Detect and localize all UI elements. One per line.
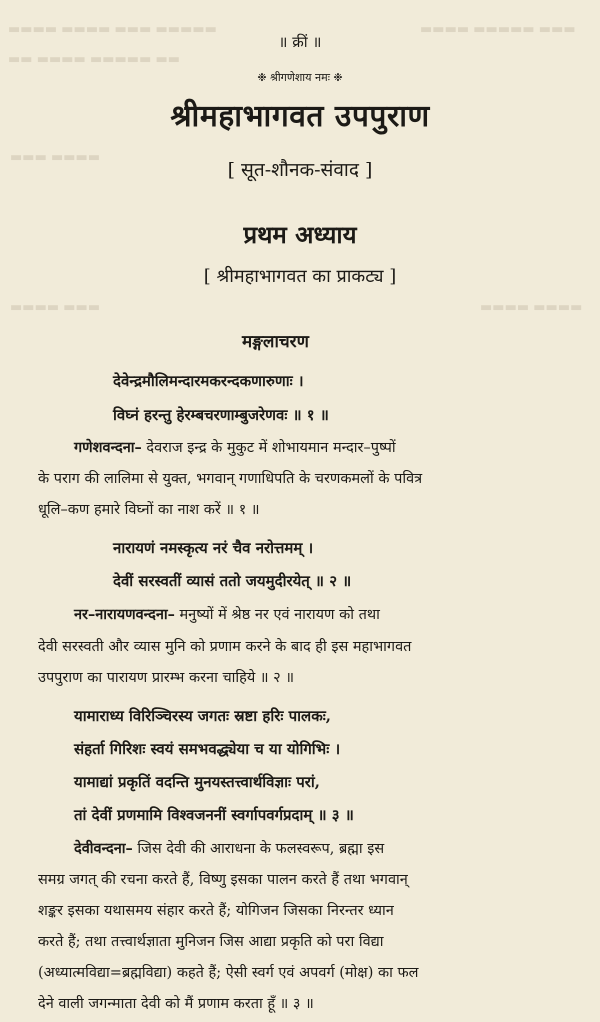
chapter-title: प्रथम अध्याय (243, 220, 357, 249)
commentary-text: जिस देवी की आराधना के फलस्वरूप, ब्रह्मा इस (132, 841, 385, 857)
commentary-label: नर–नारायणवन्दना– (74, 606, 175, 623)
verse-line: विघ्नं हरन्तु हेरम्बचरणाम्बुजरेणवः ॥ १ ॥ (113, 406, 329, 424)
commentary-text: देवराज इन्द्र के मुकुट में शोभायमान मन्दार–पुष्पों (141, 440, 396, 456)
commentary-line: समग्र जगत् की रचना करते हैं, विष्णु इसका पालन करते हैं तथा भगवान् (38, 872, 408, 888)
verse-line: संहर्ता गिरिशः स्वयं समभवद्ध्येया च या योगिभिः । (74, 740, 341, 758)
page-title: श्रीमहाभागवत उपपुराण (170, 99, 430, 134)
bleed-through-texture: ▬▬▬▬ ▬▬▬▬ ▬▬▬ ▬▬▬▬▬ (8, 22, 217, 37)
commentary-label: देवीवन्दना– (74, 840, 133, 857)
bleed-through-texture: ▬▬▬▬ ▬▬▬▬ (480, 300, 583, 315)
verse-line: यामाद्यां प्रकृतिं वदन्ति मुनयस्तत्त्वार्थविज्ञाः परां, (74, 773, 321, 791)
commentary-label: गणेशवन्दना– (74, 439, 142, 456)
section-heading: मङ्गलाचरण (242, 332, 309, 352)
commentary-text: मनुष्यों में श्रेष्ठ नर एवं नारायण को तथा (174, 607, 380, 623)
commentary-line: करते हैं; तथा तत्त्वार्थज्ञाता मुनिजन जिस आद्या प्रकृति को परा विद्या (38, 934, 384, 950)
commentary-line: धूलि–कण हमारे विघ्नों का नाश करें ॥ १ ॥ (38, 502, 260, 518)
commentary-line: देवी सरस्वती और व्यास मुनि को प्रणाम करने के बाद ही इस महाभागवत (38, 639, 412, 655)
commentary-line: देने वाली जगन्माता देवी को मैं प्रणाम करता हूँ ॥ ३ ॥ (38, 996, 314, 1012)
commentary-line (74, 437, 396, 457)
commentary-line (74, 838, 384, 858)
verse-line: देवीं सरस्वतीं व्यासं ततो जयमुदीरयेत् ॥ २ ॥ (113, 572, 352, 590)
bleed-through-texture: ▬▬▬▬ ▬▬▬▬▬ ▬▬▬ (420, 22, 576, 37)
commentary-line: उपपुराण का पारायण प्रारम्भ करना चाहिये ॥ २ ॥ (38, 670, 295, 686)
commentary-line: (अध्यात्मविद्या=ब्रह्मविद्या) कहते हैं; ऐसी स्वर्ग एवं अपवर्ग (मोक्ष) का फल (38, 965, 419, 981)
commentary-line: शङ्कर इसका यथासमय संहार करते हैं; योगिजन जिसका निरन्तर ध्यान (38, 903, 394, 919)
chapter-subtitle: [ श्रीमहाभागवत का प्राकट्य ] (203, 266, 397, 287)
bleed-through-texture: ▬▬ ▬▬▬▬ ▬▬▬▬▬ ▬▬ (8, 52, 181, 67)
commentary-line (74, 604, 380, 624)
invocation: ॥ क्रीं ॥ (278, 33, 322, 51)
bleed-through-texture: ▬▬▬ ▬▬▬▬ (10, 150, 101, 165)
verse-line: तां देवीं प्रणमामि विश्वजननीं स्वर्गापवर्गप्रदाम् ॥ ३ ॥ (74, 806, 354, 824)
page-subtitle: [ सूत-शौनक-संवाद ] (227, 159, 373, 181)
bleed-through-texture: ▬▬▬▬ ▬▬▬ (10, 300, 101, 315)
verse-line: नारायणं नमस्कृत्य नरं चैव नरोत्तमम् । (113, 539, 314, 557)
salutation: ❉ श्रीगणेशाय नमः ❉ (257, 71, 343, 84)
verse-line: देवेन्द्रमौलिमन्दारमकरन्दकणारुणाः । (113, 372, 304, 390)
commentary-line: के पराग की लालिमा से युक्त, भगवान् गणाधिपति के चरणकमलों के पवित्र (38, 471, 423, 487)
verse-line: यामाराध्य विरिञ्चिरस्य जगतः स्रष्टा हरिः पालकः, (74, 707, 331, 725)
